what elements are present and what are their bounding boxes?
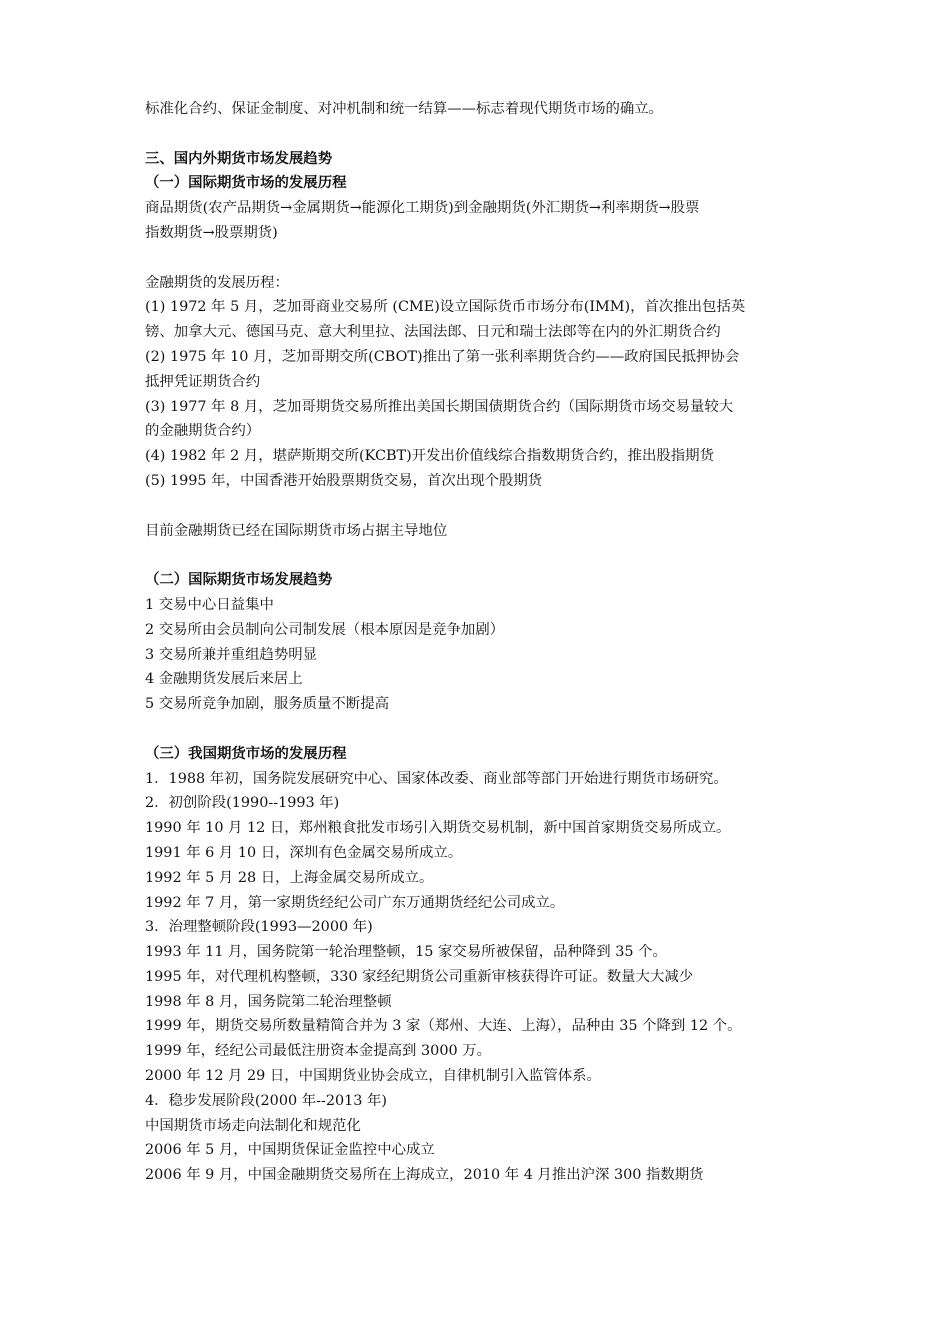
part1-intro-line: 指数期货→股票期货) [145,224,278,241]
china-history-line: 3．治理整顿阶段(1993—2000 年) [145,919,373,936]
opening-line: 标准化合约、保证金制度、对冲机制和统一结算——标志着现代期货市场的确立。 [145,101,664,117]
china-history-line: 2000 年 12 月 29 日，中国期货业协会成立，自律机制引入监管体系。 [145,1068,601,1085]
trend-item: 5 交易所竞争加剧，服务质量不断提高 [145,696,389,713]
spacer [145,246,835,271]
part1-conclusion: 目前金融期货已经在国际期货市场占据主导地位 [145,522,448,539]
spacer [145,717,835,742]
china-history-line: 1999 年，经纪公司最低注册资本金提高到 3000 万。 [145,1043,492,1060]
history-line: (3) 1977 年 8 月，芝加哥期货交易所推出美国长期国债期货合约（国际期货市场交易量较大 [145,398,734,415]
part3-title: （三）我国期货市场的发展历程 [145,745,347,762]
china-history-line: 1992 年 5 月 28 日，上海金属交易所成立。 [145,869,434,886]
china-history-line: 2006 年 9 月，中国金融期货交易所在上海成立，2010 年 4 月推出沪深 300 指数期货 [145,1167,704,1184]
china-history-line: 1992 年 7 月，第一家期货经纪公司广东万通期货经纪公司成立。 [145,894,565,911]
history-line: 抵押凭证期货合约 [145,373,261,390]
part1-intro-line: 商品期货(农产品期货→金属期货→能源化工期货)到金融期货(外汇期货→利率期货→股票 [145,200,700,217]
china-history-line: 1995 年，对代理机构整顿，330 家经纪期货公司重新审核获得许可证。数量大大减少 [145,968,694,985]
china-history-line: 1993 年 11 月，国务院第一轮治理整顿，15 家交易所被保留，品种降到 35 个。 [145,944,667,961]
trend-item: 4 金融期货发展后来居上 [145,671,303,688]
trend-item: 3 交易所兼并重组趋势明显 [145,646,318,663]
china-history-line: 4．稳步发展阶段(2000 年--2013 年) [145,1092,388,1109]
china-history-line: 1999 年，期货交易所数量精简合并为 3 家（郑州、大连、上海），品种由 35 个降到 12 个。 [145,1018,742,1035]
china-history-line: 1991 年 6 月 10 日，深圳有色金属交易所成立。 [145,844,463,861]
china-history-line: 1990 年 10 月 12 日，郑州粮食批发市场引入期货交易机制，新中国首家期货交易所成立。 [145,820,731,837]
history-line: (1) 1972 年 5 月，芝加哥商业交易所 (CME)设立国际货币市场分布(IMM)，首次推出包括英 [145,299,746,316]
spacer [145,543,835,568]
spacer [145,122,835,147]
trend-item: 1 交易中心日益集中 [145,596,274,613]
section-title: 三、国内外期货市场发展趋势 [145,150,333,167]
trend-item: 2 交易所由会员制向公司制发展（根本原因是竞争加剧） [145,621,505,638]
history-line: (4) 1982 年 2 月，堪萨斯期交所(KCBT)开发出价值线综合指数期货合约，推出股指期货 [145,448,714,465]
history-line: 镑、加拿大元、德国马克、意大利里拉、法国法郎、日元和瑞士法郎等在内的外汇期货合约 [145,324,721,341]
part1-title: （一）国际期货市场的发展历程 [145,175,347,192]
china-history-line: 中国期货市场走向法制化和规范化 [145,1117,361,1134]
part2-title: （二）国际期货市场发展趋势 [145,572,333,589]
history-line: (2) 1975 年 10 月，芝加哥期交所(CBOT)推出了第一张利率期货合约——政府国民抵押协会 [145,348,740,365]
china-history-line: 1．1988 年初，国务院发展研究中心、国家体改委、商业部等部门开始进行期货市场研究。 [145,770,728,787]
spacer [145,494,835,519]
china-history-line: 1998 年 8 月，国务院第二轮治理整顿 [145,993,392,1010]
history-title: 金融期货的发展历程： [145,274,289,291]
china-history-line: 2．初创阶段(1990--1993 年) [145,795,340,812]
history-line: (5) 1995 年，中国香港开始股票期货交易，首次出现个股期货 [145,472,543,489]
china-history-line: 2006 年 5 月，中国期货保证金监控中心成立 [145,1142,435,1159]
document-page [145,97,835,1188]
history-line: 的金融期货合约） [145,423,261,440]
